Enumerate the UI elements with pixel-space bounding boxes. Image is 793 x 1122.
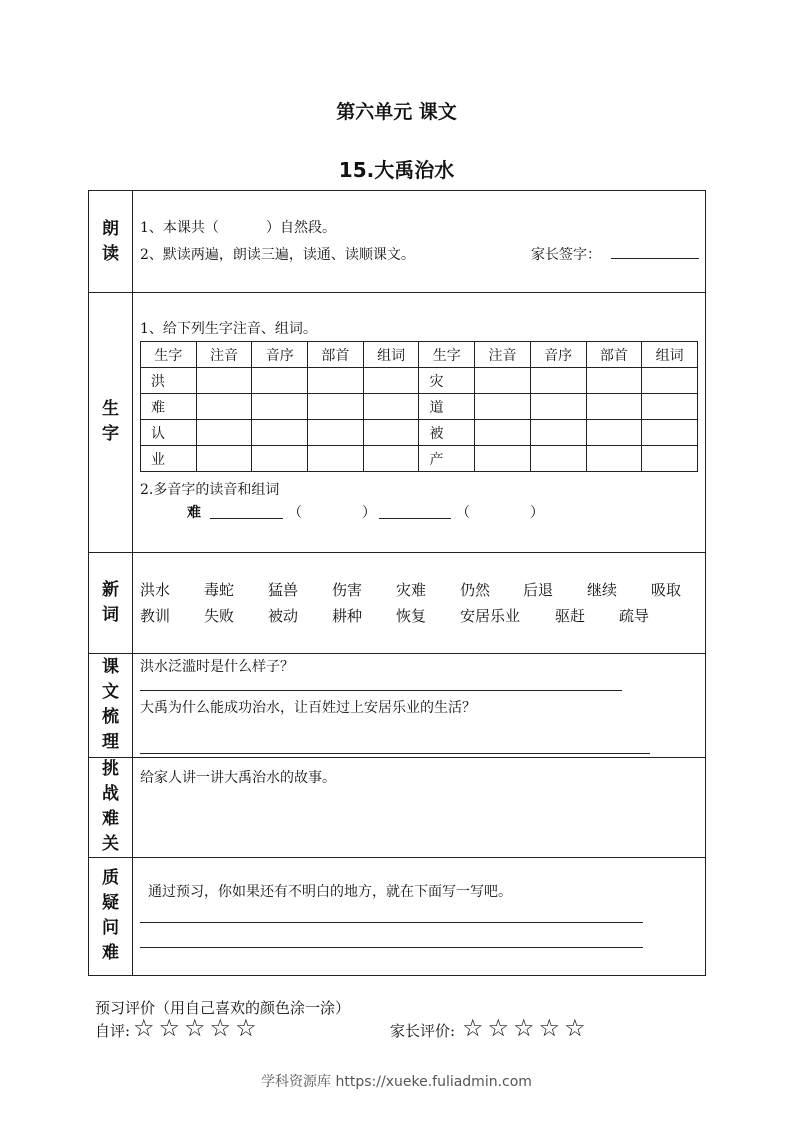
blank-cell[interactable] <box>642 420 698 446</box>
answer-line[interactable] <box>140 922 643 923</box>
blank-cell[interactable] <box>642 394 698 420</box>
new-word: 失败 <box>204 607 235 625</box>
blank-cell[interactable] <box>196 368 252 394</box>
review-question-1: 洪水泛滥时是什么样子？ <box>140 659 294 675</box>
reading-line1-start: 1、本课共（ <box>140 220 219 236</box>
paren-close: ） <box>530 505 544 521</box>
new-word: 安居乐业 <box>460 607 521 625</box>
column-header: 部首 <box>308 342 364 368</box>
pronunciation-blank[interactable] <box>210 518 283 519</box>
lesson-title: 15.大禹治水 <box>338 158 455 182</box>
row-divider <box>89 757 705 758</box>
characters-label: 生 字 <box>102 399 119 444</box>
blank-cell[interactable] <box>475 446 531 472</box>
parent-sign-label: 家长签字： <box>531 247 601 263</box>
reading-line2: 2、默读两遍，朗读三遍，读通、读顺课文。 <box>140 247 415 263</box>
footer-watermark: 学科资源库 https://xueke.fuliadmin.com <box>261 1074 532 1090</box>
table-row <box>141 446 698 472</box>
self-eval-label: 自评: <box>95 1022 131 1040</box>
blank-cell[interactable] <box>308 446 364 472</box>
unit-title: 第六单元 课文 <box>336 101 457 123</box>
blank-cell[interactable] <box>196 394 252 420</box>
text-review-label: 课 文 梳 理 <box>102 657 119 752</box>
column-header: 生字 <box>419 342 475 368</box>
character-cell: 洪 <box>141 368 197 394</box>
paren-open: （ <box>288 505 302 521</box>
row-divider <box>89 552 705 553</box>
new-word: 驱赶 <box>555 607 586 625</box>
blank-cell[interactable] <box>252 446 308 472</box>
new-word: 恢复 <box>396 607 427 625</box>
column-header: 音序 <box>530 342 586 368</box>
reading-line1-end: ）自然段。 <box>266 220 336 236</box>
blank-cell[interactable] <box>308 368 364 394</box>
challenge-label: 挑 战 难 关 <box>102 759 119 854</box>
challenge-task: 给家人讲一讲大禹治水的故事。 <box>140 770 336 786</box>
row-divider <box>89 292 705 293</box>
blank-cell[interactable] <box>308 420 364 446</box>
character-cell: 难 <box>141 394 197 420</box>
blank-cell[interactable] <box>363 368 419 394</box>
column-header: 组词 <box>642 342 698 368</box>
blank-cell[interactable] <box>252 394 308 420</box>
character-cell: 产 <box>419 446 475 472</box>
new-word: 毒蛇 <box>204 581 235 599</box>
new-word: 疏导 <box>619 607 650 625</box>
character-cell: 认 <box>141 420 197 446</box>
blank-cell[interactable] <box>363 394 419 420</box>
character-cell: 道 <box>419 394 475 420</box>
blank-cell[interactable] <box>586 368 642 394</box>
table-row <box>141 368 698 394</box>
row-divider <box>89 857 705 858</box>
polyphonic-title: 2.多音字的读音和组词 <box>140 482 280 498</box>
blank-cell[interactable] <box>196 420 252 446</box>
answer-line[interactable] <box>140 753 650 754</box>
answer-line[interactable] <box>140 947 643 948</box>
table-row <box>141 394 698 420</box>
column-header: 注音 <box>196 342 252 368</box>
new-word: 耕种 <box>332 607 363 625</box>
blank-cell[interactable] <box>252 368 308 394</box>
evaluation-title: 预习评价（用自己喜欢的颜色涂一涂） <box>95 999 351 1017</box>
blank-cell[interactable] <box>196 446 252 472</box>
blank-cell[interactable] <box>530 368 586 394</box>
new-word: 教训 <box>140 607 171 625</box>
blank-cell[interactable] <box>530 394 586 420</box>
answer-line[interactable] <box>140 690 622 691</box>
new-word: 灾难 <box>396 581 427 599</box>
character-table <box>140 341 698 472</box>
new-word: 被动 <box>268 607 299 625</box>
pronunciation-blank[interactable] <box>379 518 451 519</box>
review-question-2: 大禹为什么能成功治水，让百姓过上安居乐业的生活？ <box>140 700 476 716</box>
column-header: 注音 <box>475 342 531 368</box>
new-word: 伤害 <box>332 581 363 599</box>
column-header: 音序 <box>252 342 308 368</box>
blank-cell[interactable] <box>586 394 642 420</box>
paren-close: ） <box>362 505 376 521</box>
blank-cell[interactable] <box>530 420 586 446</box>
character-cell: 灾 <box>419 368 475 394</box>
new-word: 吸取 <box>651 581 682 599</box>
new-words-label: 新 词 <box>102 579 119 625</box>
blank-cell[interactable] <box>642 368 698 394</box>
parent-sign-line[interactable] <box>611 258 699 259</box>
parent-eval-stars[interactable]: ☆☆☆☆☆ <box>462 1014 590 1042</box>
character-cell: 业 <box>141 446 197 472</box>
new-word: 仍然 <box>460 581 491 599</box>
blank-cell[interactable] <box>475 394 531 420</box>
questions-prompt: 通过预习，你如果还有不明白的地方，就在下面写一写吧。 <box>148 884 512 900</box>
reading-label: 朗 读 <box>102 218 119 264</box>
table-row <box>141 420 698 446</box>
blank-cell[interactable] <box>530 446 586 472</box>
blank-cell[interactable] <box>363 420 419 446</box>
column-header: 生字 <box>141 342 197 368</box>
new-word: 洪水 <box>140 581 171 599</box>
blank-cell[interactable] <box>586 446 642 472</box>
self-eval-stars[interactable]: ☆☆☆☆☆ <box>133 1014 261 1042</box>
polyphonic-char: 难 <box>187 505 201 521</box>
column-header: 组词 <box>363 342 419 368</box>
blank-cell[interactable] <box>475 368 531 394</box>
blank-cell[interactable] <box>586 420 642 446</box>
new-word: 继续 <box>587 581 618 599</box>
new-word: 猛兽 <box>268 581 299 599</box>
character-cell: 被 <box>419 420 475 446</box>
parent-eval-label: 家长评价: <box>390 1022 456 1040</box>
blank-cell[interactable] <box>363 446 419 472</box>
characters-instruction: 1、给下列生字注音、组词。 <box>140 321 317 337</box>
blank-cell[interactable] <box>642 446 698 472</box>
questions-label: 质 疑 问 难 <box>102 868 119 963</box>
blank-cell[interactable] <box>475 420 531 446</box>
new-word: 后退 <box>523 581 554 599</box>
row-divider <box>89 653 705 654</box>
blank-cell[interactable] <box>308 394 364 420</box>
paren-open: （ <box>456 505 470 521</box>
column-header: 部首 <box>586 342 642 368</box>
blank-cell[interactable] <box>252 420 308 446</box>
